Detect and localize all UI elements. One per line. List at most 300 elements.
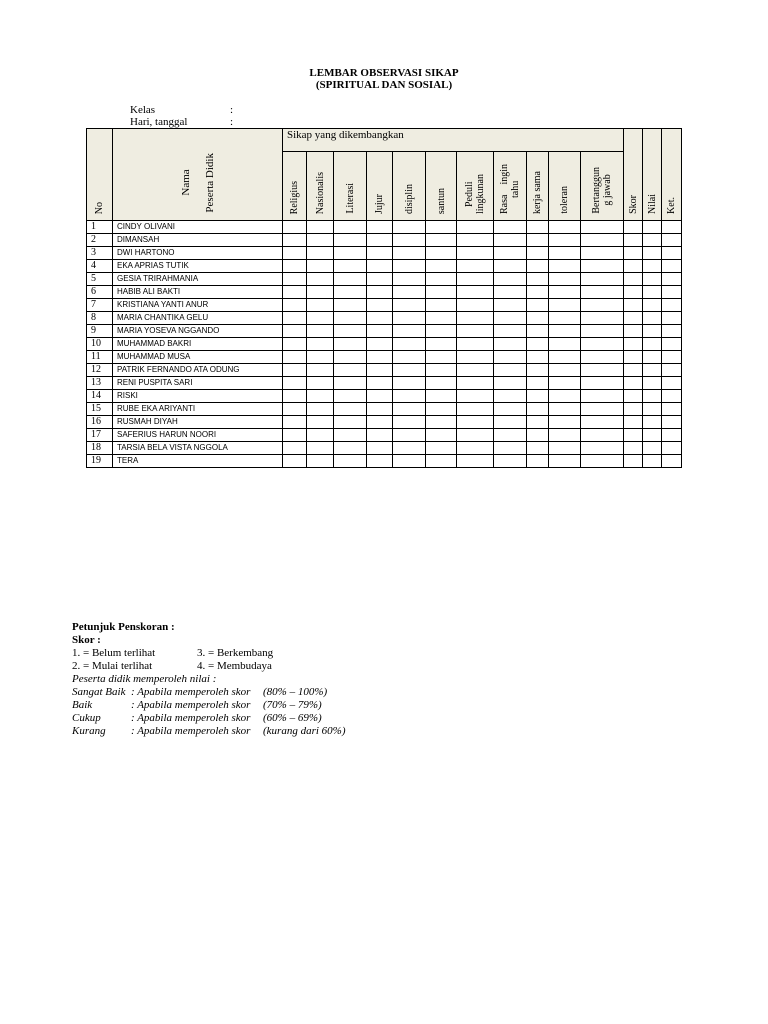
kelas-label: Kelas xyxy=(130,104,156,116)
score-cell xyxy=(283,312,307,325)
score-cell xyxy=(426,377,457,390)
score-cell xyxy=(334,364,367,377)
score-cell xyxy=(643,260,662,273)
score-cell xyxy=(334,312,367,325)
score-cell xyxy=(393,416,426,429)
score-cell xyxy=(307,325,334,338)
score-cell xyxy=(367,338,393,351)
score-cell xyxy=(307,403,334,416)
score-cell xyxy=(624,390,643,403)
score-cell xyxy=(334,442,367,455)
scoring-instructions xyxy=(72,621,346,738)
student-row xyxy=(87,338,682,351)
row-number: 11 xyxy=(87,351,113,364)
score-cell xyxy=(367,403,393,416)
score-cell xyxy=(426,234,457,247)
score-cell xyxy=(457,260,494,273)
score-cell xyxy=(457,351,494,364)
score-cell xyxy=(494,338,527,351)
form-title: LEMBAR OBSERVASI SIKAP xyxy=(309,67,459,79)
score-cell xyxy=(549,377,581,390)
score-cell xyxy=(334,325,367,338)
score-cell xyxy=(426,364,457,377)
score-cell xyxy=(457,364,494,377)
grade-desc: : Apabila memperoleh skor xyxy=(131,725,251,737)
score-cell xyxy=(662,390,682,403)
score-cell xyxy=(283,234,307,247)
score-cell xyxy=(457,247,494,260)
score-cell xyxy=(643,234,662,247)
score-cell xyxy=(307,286,334,299)
score-cell xyxy=(581,247,624,260)
student-name: PATRIK FERNANDO ATA ODUNG xyxy=(113,364,283,377)
score-cell xyxy=(494,455,527,468)
score-cell xyxy=(367,312,393,325)
student-name: DIMANSAH xyxy=(113,234,283,247)
score-cell xyxy=(527,312,549,325)
student-name: TARSIA BELA VISTA NGGOLA xyxy=(113,442,283,455)
student-row xyxy=(87,364,682,377)
attitude-header: toleran xyxy=(549,152,581,221)
score-cell xyxy=(457,299,494,312)
attitude-header: kerja sama xyxy=(527,152,549,221)
grade-name: Sangat Baik xyxy=(72,686,126,698)
score-cell xyxy=(581,377,624,390)
kelas-line xyxy=(130,104,233,116)
score-cell xyxy=(549,338,581,351)
score-cell xyxy=(643,351,662,364)
score-cell xyxy=(334,260,367,273)
score-cell xyxy=(307,234,334,247)
score-4: 4. = Membudaya xyxy=(197,660,272,672)
attitude-header: Bertanggun g jawab xyxy=(581,152,624,221)
score-cell xyxy=(581,455,624,468)
score-cell xyxy=(581,390,624,403)
score-cell xyxy=(643,312,662,325)
score-cell xyxy=(643,247,662,260)
nilai-header: Nilai xyxy=(643,129,662,221)
score-cell xyxy=(307,377,334,390)
score-cell xyxy=(426,455,457,468)
row-number: 12 xyxy=(87,364,113,377)
score-cell xyxy=(334,390,367,403)
score-cell xyxy=(581,286,624,299)
grade-line xyxy=(72,725,346,738)
student-name: RUSMAH DIYAH xyxy=(113,416,283,429)
score-cell xyxy=(549,234,581,247)
score-cell xyxy=(334,403,367,416)
score-cell xyxy=(393,221,426,234)
score-cell xyxy=(283,455,307,468)
score-cell xyxy=(494,390,527,403)
score-cell xyxy=(549,416,581,429)
score-cell xyxy=(581,312,624,325)
student-row xyxy=(87,403,682,416)
score-cell xyxy=(662,364,682,377)
row-number: 15 xyxy=(87,403,113,416)
score-cell xyxy=(527,338,549,351)
score-cell xyxy=(393,429,426,442)
score-cell xyxy=(581,429,624,442)
score-cell xyxy=(662,221,682,234)
score-cell xyxy=(527,455,549,468)
score-cell xyxy=(283,338,307,351)
student-name: KRISTIANA YANTI ANUR xyxy=(113,299,283,312)
row-number: 6 xyxy=(87,286,113,299)
score-cell xyxy=(426,325,457,338)
score-cell xyxy=(334,221,367,234)
score-cell xyxy=(662,351,682,364)
grades-intro: Peserta didik memperoleh nilai : xyxy=(72,673,217,685)
student-name: CINDY OLIVANI xyxy=(113,221,283,234)
hari-tanggal-label: Hari, tanggal xyxy=(130,116,188,128)
score-cell xyxy=(367,286,393,299)
score-cell xyxy=(426,442,457,455)
score-cell xyxy=(624,442,643,455)
score-cell xyxy=(307,455,334,468)
score-cell xyxy=(581,351,624,364)
row-number: 5 xyxy=(87,273,113,286)
score-cell xyxy=(494,325,527,338)
student-name: TERA xyxy=(113,455,283,468)
score-cell xyxy=(549,455,581,468)
score-cell xyxy=(549,286,581,299)
score-cell xyxy=(426,351,457,364)
score-cell xyxy=(662,416,682,429)
student-row xyxy=(87,221,682,234)
score-3: 3. = Berkembang xyxy=(197,647,274,659)
score-cell xyxy=(662,455,682,468)
score-cell xyxy=(426,273,457,286)
score-cell xyxy=(307,390,334,403)
attitude-header: Literasi xyxy=(334,152,367,221)
score-cell xyxy=(457,429,494,442)
score-cell xyxy=(643,325,662,338)
score-cell xyxy=(457,234,494,247)
score-cell xyxy=(367,351,393,364)
score-cell xyxy=(624,429,643,442)
score-cell xyxy=(527,442,549,455)
score-cell xyxy=(426,286,457,299)
score-cell xyxy=(662,442,682,455)
score-cell xyxy=(426,429,457,442)
score-cell xyxy=(367,325,393,338)
score-cell xyxy=(283,377,307,390)
score-cell xyxy=(334,429,367,442)
student-name: RUBE EKA ARIYANTI xyxy=(113,403,283,416)
row-number: 2 xyxy=(87,234,113,247)
score-cell xyxy=(643,390,662,403)
score-cell xyxy=(549,325,581,338)
score-cell xyxy=(307,312,334,325)
score-cell xyxy=(527,286,549,299)
ket-header: Ket. xyxy=(662,129,682,221)
score-cell xyxy=(457,455,494,468)
score-cell xyxy=(283,286,307,299)
score-cell xyxy=(426,312,457,325)
score-cell xyxy=(494,299,527,312)
score-cell xyxy=(662,377,682,390)
score-cell xyxy=(549,273,581,286)
score-cell xyxy=(457,338,494,351)
score-cell xyxy=(494,351,527,364)
score-cell xyxy=(426,416,457,429)
score-cell xyxy=(624,403,643,416)
score-cell xyxy=(367,273,393,286)
score-cell xyxy=(426,260,457,273)
score-cell xyxy=(457,377,494,390)
score-cell xyxy=(549,351,581,364)
skor-header: Skor xyxy=(624,129,643,221)
score-cell xyxy=(283,390,307,403)
score-cell xyxy=(494,247,527,260)
score-cell xyxy=(367,299,393,312)
score-cell xyxy=(662,312,682,325)
grade-desc: : Apabila memperoleh skor xyxy=(131,699,251,711)
score-cell xyxy=(334,234,367,247)
score-cell xyxy=(527,234,549,247)
student-row xyxy=(87,325,682,338)
observation-table xyxy=(86,128,682,468)
score-cell xyxy=(549,312,581,325)
score-cell xyxy=(581,364,624,377)
score-cell xyxy=(643,338,662,351)
score-cell xyxy=(393,299,426,312)
score-cell xyxy=(624,364,643,377)
score-cell xyxy=(426,221,457,234)
attitude-header: Religius xyxy=(283,152,307,221)
score-cell xyxy=(283,403,307,416)
sikap-group-header: Sikap yang dikembangkan xyxy=(283,129,624,152)
score-cell xyxy=(527,429,549,442)
score-cell xyxy=(367,364,393,377)
student-row xyxy=(87,299,682,312)
score-cell xyxy=(662,273,682,286)
student-row xyxy=(87,234,682,247)
score-cell xyxy=(624,247,643,260)
score-cell xyxy=(527,351,549,364)
score-cell xyxy=(643,442,662,455)
score-cell xyxy=(662,429,682,442)
score-cell xyxy=(426,403,457,416)
grade-line xyxy=(72,686,346,699)
score-cell xyxy=(662,299,682,312)
score-cell xyxy=(426,299,457,312)
grade-name: Kurang xyxy=(72,725,106,737)
score-cell xyxy=(549,403,581,416)
score-cell xyxy=(367,221,393,234)
grade-range: (80% – 100%) xyxy=(263,686,328,698)
row-number: 13 xyxy=(87,377,113,390)
score-cell xyxy=(527,416,549,429)
student-name: MARIA YOSEVA NGGANDO xyxy=(113,325,283,338)
score-cell xyxy=(527,377,549,390)
grade-range: (70% – 79%) xyxy=(263,699,322,711)
score-cell xyxy=(549,299,581,312)
score-cell xyxy=(643,416,662,429)
score-cell xyxy=(393,403,426,416)
student-row xyxy=(87,312,682,325)
score-cell xyxy=(624,416,643,429)
grade-range: (60% – 69%) xyxy=(263,712,322,724)
score-cell xyxy=(307,442,334,455)
row-number: 14 xyxy=(87,390,113,403)
score-cell xyxy=(549,390,581,403)
score-cell xyxy=(662,260,682,273)
attitude-header: Nasionalis xyxy=(307,152,334,221)
score-cell xyxy=(426,247,457,260)
student-row xyxy=(87,286,682,299)
student-name: MARIA CHANTIKA GELU xyxy=(113,312,283,325)
score-cell xyxy=(334,299,367,312)
score-cell xyxy=(494,312,527,325)
row-number: 10 xyxy=(87,338,113,351)
score-cell xyxy=(643,286,662,299)
student-row xyxy=(87,377,682,390)
score-cell xyxy=(334,455,367,468)
score-cell xyxy=(367,429,393,442)
score-cell xyxy=(527,299,549,312)
score-cell xyxy=(283,351,307,364)
score-cell xyxy=(283,429,307,442)
score-cell xyxy=(581,299,624,312)
grade-name: Baik xyxy=(72,699,93,711)
score-cell xyxy=(457,390,494,403)
score-cell xyxy=(643,429,662,442)
score-cell xyxy=(662,325,682,338)
score-cell xyxy=(527,221,549,234)
score-cell xyxy=(527,247,549,260)
score-cell xyxy=(494,377,527,390)
score-cell xyxy=(283,221,307,234)
hari-tanggal-separator: : xyxy=(230,116,234,128)
student-row xyxy=(87,390,682,403)
score-cell xyxy=(643,299,662,312)
score-cell xyxy=(581,273,624,286)
score-cell xyxy=(624,377,643,390)
student-name: RISKI xyxy=(113,390,283,403)
score-cell xyxy=(307,416,334,429)
score-cell xyxy=(549,221,581,234)
student-row xyxy=(87,429,682,442)
student-name: EKA APRIAS TUTIK xyxy=(113,260,283,273)
row-number: 4 xyxy=(87,260,113,273)
score-cell xyxy=(393,234,426,247)
attitude-header: Jujur xyxy=(367,152,393,221)
score-cell xyxy=(334,247,367,260)
score-cell xyxy=(283,442,307,455)
score-cell xyxy=(307,221,334,234)
row-number: 3 xyxy=(87,247,113,260)
score-cell xyxy=(307,273,334,286)
score-cell xyxy=(367,260,393,273)
score-cell xyxy=(334,286,367,299)
score-cell xyxy=(624,351,643,364)
row-number: 9 xyxy=(87,325,113,338)
score-cell xyxy=(624,273,643,286)
score-cell xyxy=(527,273,549,286)
grade-desc: : Apabila memperoleh skor xyxy=(131,686,251,698)
score-cell xyxy=(307,429,334,442)
nama-header: Nama Peserta Didik xyxy=(113,129,283,221)
row-number: 8 xyxy=(87,312,113,325)
score-cell xyxy=(527,260,549,273)
score-cell xyxy=(307,260,334,273)
score-cell xyxy=(624,338,643,351)
score-1: 1. = Belum terlihat xyxy=(72,647,156,659)
score-cell xyxy=(283,273,307,286)
score-cell xyxy=(334,338,367,351)
score-cell xyxy=(367,234,393,247)
student-row xyxy=(87,273,682,286)
score-cell xyxy=(393,442,426,455)
student-row xyxy=(87,260,682,273)
score-cell xyxy=(393,351,426,364)
student-name: HABIB ALI BAKTI xyxy=(113,286,283,299)
student-name: MUHAMMAD BAKRI xyxy=(113,338,283,351)
attitude-header: Peduli lingkunan xyxy=(457,152,494,221)
score-cell xyxy=(393,390,426,403)
kelas-separator: : xyxy=(230,104,234,116)
score-cell xyxy=(367,390,393,403)
instructions-heading: Petunjuk Penskoran : xyxy=(72,621,175,633)
grade-line xyxy=(72,712,346,725)
score-cell xyxy=(527,403,549,416)
score-cell xyxy=(367,377,393,390)
score-cell xyxy=(581,234,624,247)
score-cell xyxy=(624,221,643,234)
skor-label: Skor : xyxy=(72,634,101,646)
score-cell xyxy=(367,455,393,468)
score-cell xyxy=(581,325,624,338)
score-cell xyxy=(581,338,624,351)
row-number: 16 xyxy=(87,416,113,429)
score-cell xyxy=(643,221,662,234)
score-cell xyxy=(367,247,393,260)
score-cell xyxy=(494,221,527,234)
grade-desc: : Apabila memperoleh skor xyxy=(131,712,251,724)
score-cell xyxy=(549,442,581,455)
grade-range: (kurang dari 60%) xyxy=(263,725,346,737)
score-cell xyxy=(283,416,307,429)
score-cell xyxy=(662,338,682,351)
score-cell xyxy=(457,442,494,455)
score-2: 2. = Mulai terlihat xyxy=(72,660,153,672)
score-cell xyxy=(457,286,494,299)
score-cell xyxy=(643,455,662,468)
score-cell xyxy=(494,273,527,286)
score-cell xyxy=(527,325,549,338)
student-name: GESIA TRIRAHMANIA xyxy=(113,273,283,286)
score-cell xyxy=(494,260,527,273)
score-cell xyxy=(494,234,527,247)
score-cell xyxy=(662,234,682,247)
score-cell xyxy=(549,247,581,260)
score-cell xyxy=(624,455,643,468)
score-cell xyxy=(643,377,662,390)
grade-line xyxy=(72,699,346,712)
score-cell xyxy=(494,416,527,429)
score-cell xyxy=(662,403,682,416)
score-cell xyxy=(307,247,334,260)
grade-name: Cukup xyxy=(72,712,101,724)
row-number: 7 xyxy=(87,299,113,312)
score-cell xyxy=(527,364,549,377)
score-cell xyxy=(393,325,426,338)
attitude-header: Rasa ingin tahu xyxy=(494,152,527,221)
student-row xyxy=(87,416,682,429)
score-cell xyxy=(283,247,307,260)
